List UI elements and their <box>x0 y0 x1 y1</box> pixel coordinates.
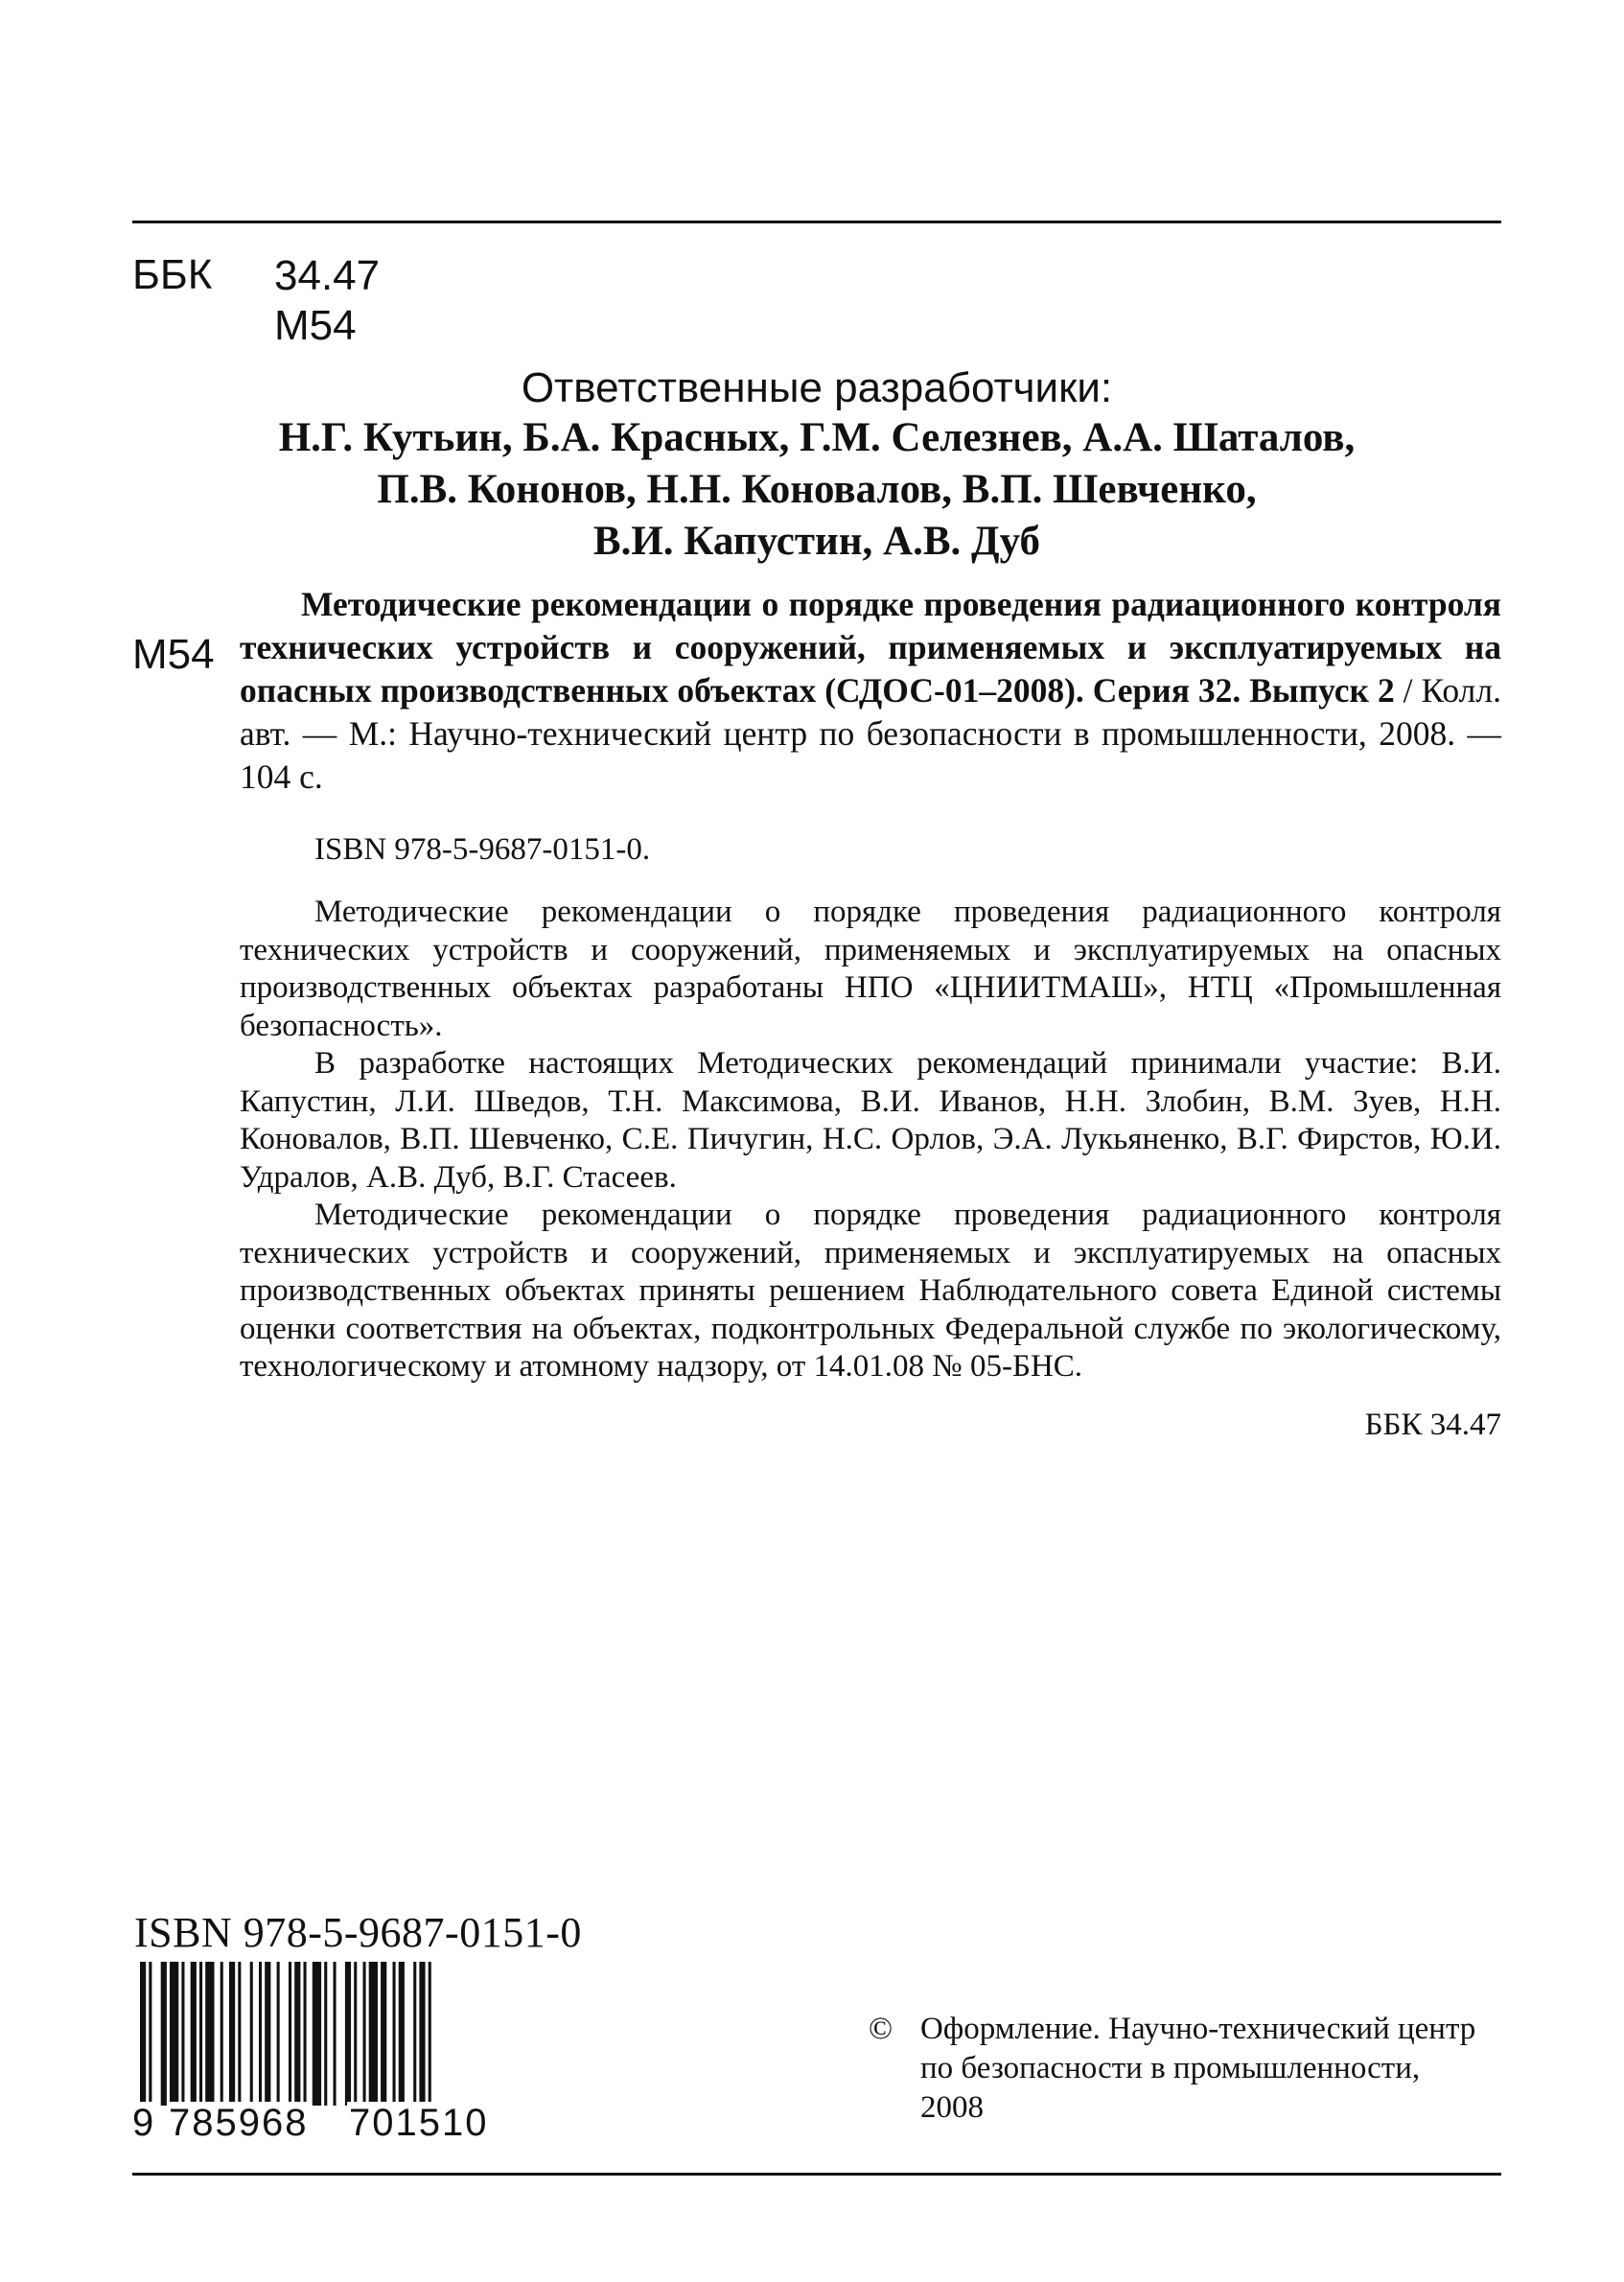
barcode-digits-group1: 785968 <box>169 2102 309 2144</box>
bbk-code: 34.47 <box>274 252 381 299</box>
responsible-heading: Ответственные разработчики: <box>521 364 1113 411</box>
barcode-bar <box>277 1962 280 2106</box>
copyright-line: Оформление. Научно-технический центр <box>920 2012 1476 2046</box>
barcode-bar <box>265 1962 270 2106</box>
annotation <box>240 894 1501 1386</box>
barcode-bar <box>294 1962 300 2123</box>
barcode-bar <box>419 1962 425 2123</box>
copyright-notice <box>869 2010 1475 2128</box>
annotation-paragraph: В разработке настоящих Методических рекомендаций принимали участие: В.И. Капустин, Л.И. Шведов, Т.Н. Максимова, В.И. Иванов, Н.Н. Злобин, В.М. Зуев, Н.Н. Коновалов, В.П. Шевченко, С.Е. Пичугин, Н.С. Орлов, Э.А. Лукьяненко, В.Г. Фирстов, Ю.И. Удралов, А.В. Дуб, В.Г. Стасеев. <box>240 1046 1501 1195</box>
barcode-bar <box>393 1962 396 2106</box>
author-mark-margin: М54 <box>132 631 215 678</box>
barcode-bar <box>381 1962 386 2106</box>
authors-line: П.В. Кононов, Н.Н. Коновалов, В.П. Шевченко, <box>377 467 1257 512</box>
barcode-bar <box>289 1962 291 2123</box>
barcode-digits-group2: 701510 <box>349 2102 489 2144</box>
barcode-bar <box>354 1962 357 2106</box>
imprint: / Колл. авт. — М.: Научно-технический центр по безопасности в промышленности, 2008. — 104 с. <box>240 671 1501 796</box>
annotation-paragraph: Методические рекомендации о порядке проведения радиационного контроля технических устройств и сооружений, применяемых и эксплуатируемых на опасных производственных объектах приняты решением Наблюдательного совета Единой системы оценки соответствия на объектах, подконтрольных Федеральной службе по экологическому, технологическому и атомному надзору, от 14.01.08 № 05-БНС. <box>240 1198 1501 1384</box>
bbk-label: ББК <box>132 251 213 298</box>
barcode-bar <box>413 1962 416 2106</box>
bbk-footer: ББК 34.47 <box>1364 1408 1501 1442</box>
barcode-bar <box>149 1962 151 2123</box>
author-mark: М54 <box>274 302 357 349</box>
copyright-line: по безопасности в промышленности, <box>920 2051 1421 2085</box>
copyright-symbol: © <box>869 2012 893 2046</box>
barcode-digit-first: 9 <box>132 2102 154 2144</box>
barcode-bar <box>363 1962 366 2106</box>
barcode-bar <box>259 1962 262 2106</box>
barcode-bar <box>170 1962 178 2106</box>
barcode-bar <box>324 1962 327 2106</box>
barcode-bar <box>181 1962 184 2106</box>
barcode-bar <box>191 1962 197 2106</box>
barcode-bar <box>161 1962 167 2106</box>
barcode-bar <box>199 1962 202 2106</box>
barcode-bar <box>429 1962 431 2123</box>
copyright-line: 2008 <box>920 2090 984 2125</box>
barcode-bar <box>369 1962 378 2106</box>
barcode-bar <box>205 1962 214 2106</box>
barcode-bar <box>250 1962 253 2106</box>
barcode-graphic <box>134 1962 543 2123</box>
barcode-bar <box>334 1962 336 2106</box>
responsible-authors <box>132 412 1501 568</box>
barcode-bar <box>220 1962 223 2106</box>
isbn-line: ISBN 978-5-9687-0151-0. <box>314 832 651 867</box>
authors-line: Н.Г. Кутьин, Б.А. Красных, Г.М. Селезнев, А.А. Шаталов, <box>278 415 1356 460</box>
authors-line: В.И. Капустин, А.В. Дуб <box>592 519 1041 564</box>
barcode-bar <box>399 1962 405 2106</box>
barcode-bar <box>229 1962 235 2106</box>
barcode-bar <box>140 1962 146 2123</box>
bibliographic-entry <box>240 583 1501 799</box>
annotation-paragraph: Методические рекомендации о порядке проведения радиационного контроля технических устройств и сооружений, применяемых и эксплуатируемых на опасных производственных объектах разработаны НПО «ЦНИИТМАШ», НТЦ «Промышленная безопасность». <box>240 895 1501 1043</box>
top-rule <box>132 221 1501 223</box>
barcode-bar <box>238 1962 241 2106</box>
barcode-bar <box>345 1962 351 2106</box>
publication-title: Методические рекомендации о порядке проведения радиационного контроля технических устройств и сооружений, применяемых и эксплуатируемых на опасных производственных объектах (СДОС-01–2008). Серия 32. Выпуск 2 <box>240 585 1501 710</box>
barcode-bar <box>313 1962 321 2106</box>
bottom-rule <box>132 2173 1501 2176</box>
bbk-index <box>274 251 380 351</box>
barcode-bar <box>304 1962 307 2106</box>
barcode-isbn: ISBN 978-5-9687-0151-0 <box>134 1909 582 1956</box>
